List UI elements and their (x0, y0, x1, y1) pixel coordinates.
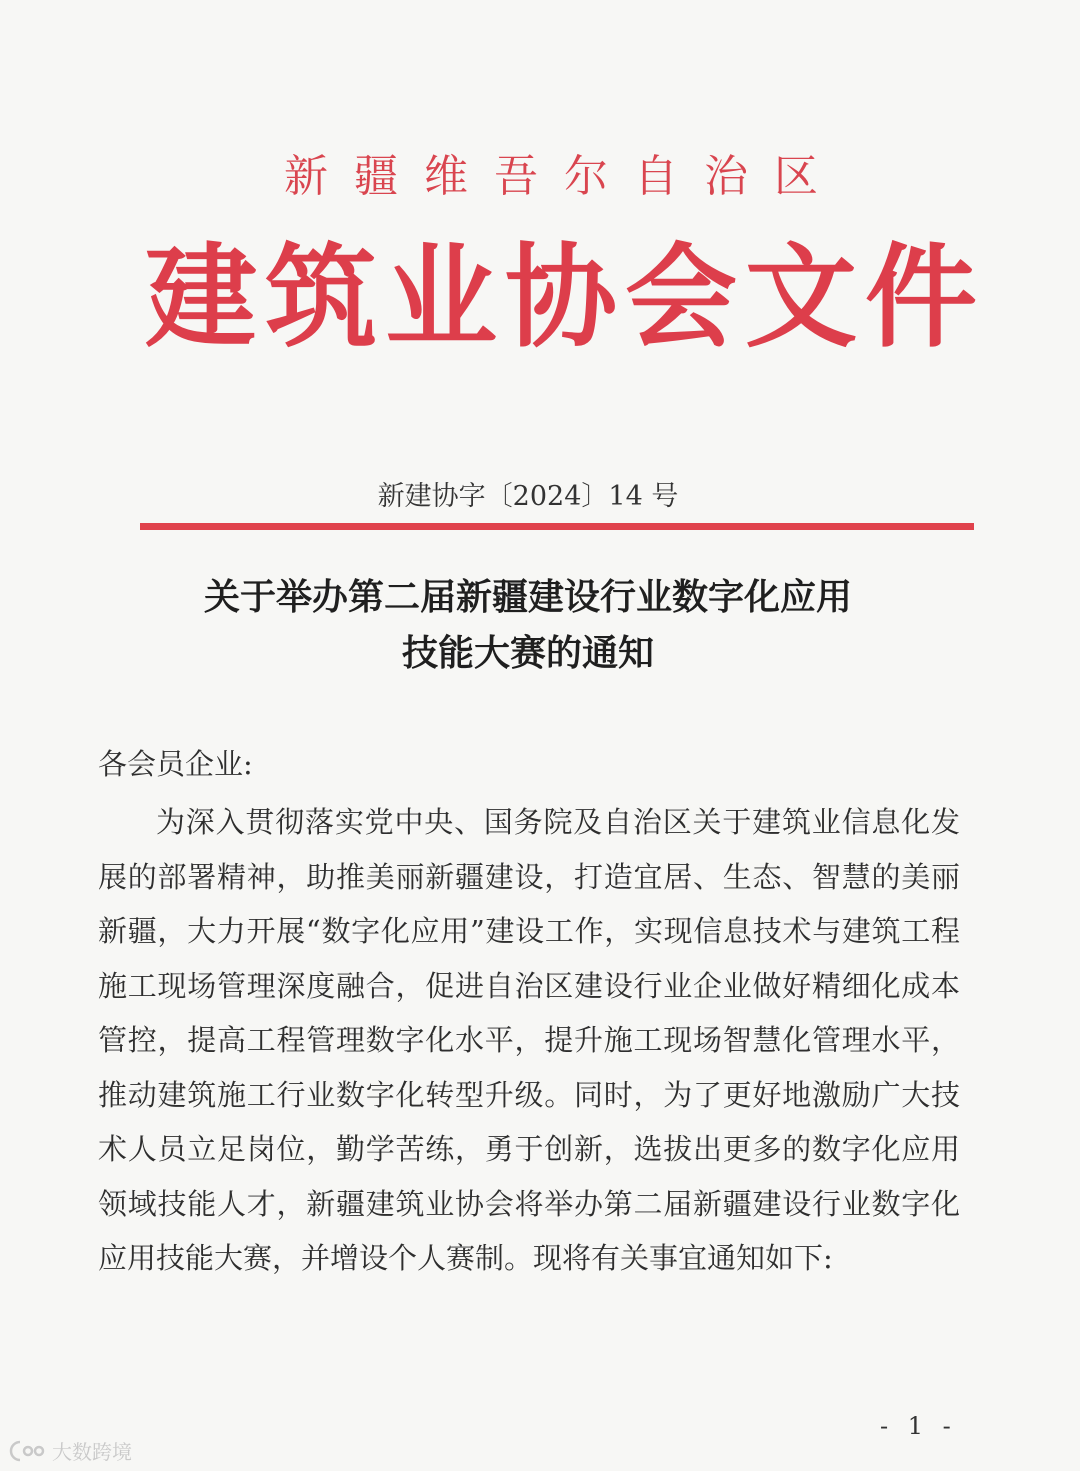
red-divider-line (140, 523, 974, 530)
issuer-region: 新疆维吾尔自治区 (284, 151, 844, 202)
brand-logo-icon (8, 1439, 48, 1463)
title-line-1: 关于举办第二届新疆建设行业数字化应用 (203, 577, 852, 618)
watermark (8, 1436, 132, 1465)
title-line-2: 技能大赛的通知 (401, 633, 654, 674)
salutation: 各会员企业: (98, 747, 253, 781)
watermark-text: 大数跨境 (52, 1440, 132, 1464)
document-number: 新建协字〔2024〕14 号 (377, 481, 679, 512)
issuer-organization: 建筑业协会文件 (145, 233, 985, 363)
page-number: - 1 - (880, 1412, 957, 1440)
document-title (0, 570, 1056, 682)
body-paragraph: 为深入贯彻落实党中央、国务院及自治区关于建筑业信息化发展的部署精神，助推美丽新疆建设，打造宜居、生态、智慧的美丽新疆，大力开展“数字化应用”建设工作，实现信息技术与建筑工程施工现场管理深度融合，促进自治区建设行业企业做好精细化成本管控，提高工程管理数字化水平，提升施工现场智慧化管理水平，推动建筑施工行业数字化转型升级。同时，为了更好地激励广大技术人员立足岗位，勤学苦练，勇于创新，选拔出更多的数字化应用领域技能人才，新疆建筑业协会将举办第二届新疆建设行业数字化应用技能大赛，并增设个人赛制。现将有关事宜通知如下: (98, 805, 960, 1275)
